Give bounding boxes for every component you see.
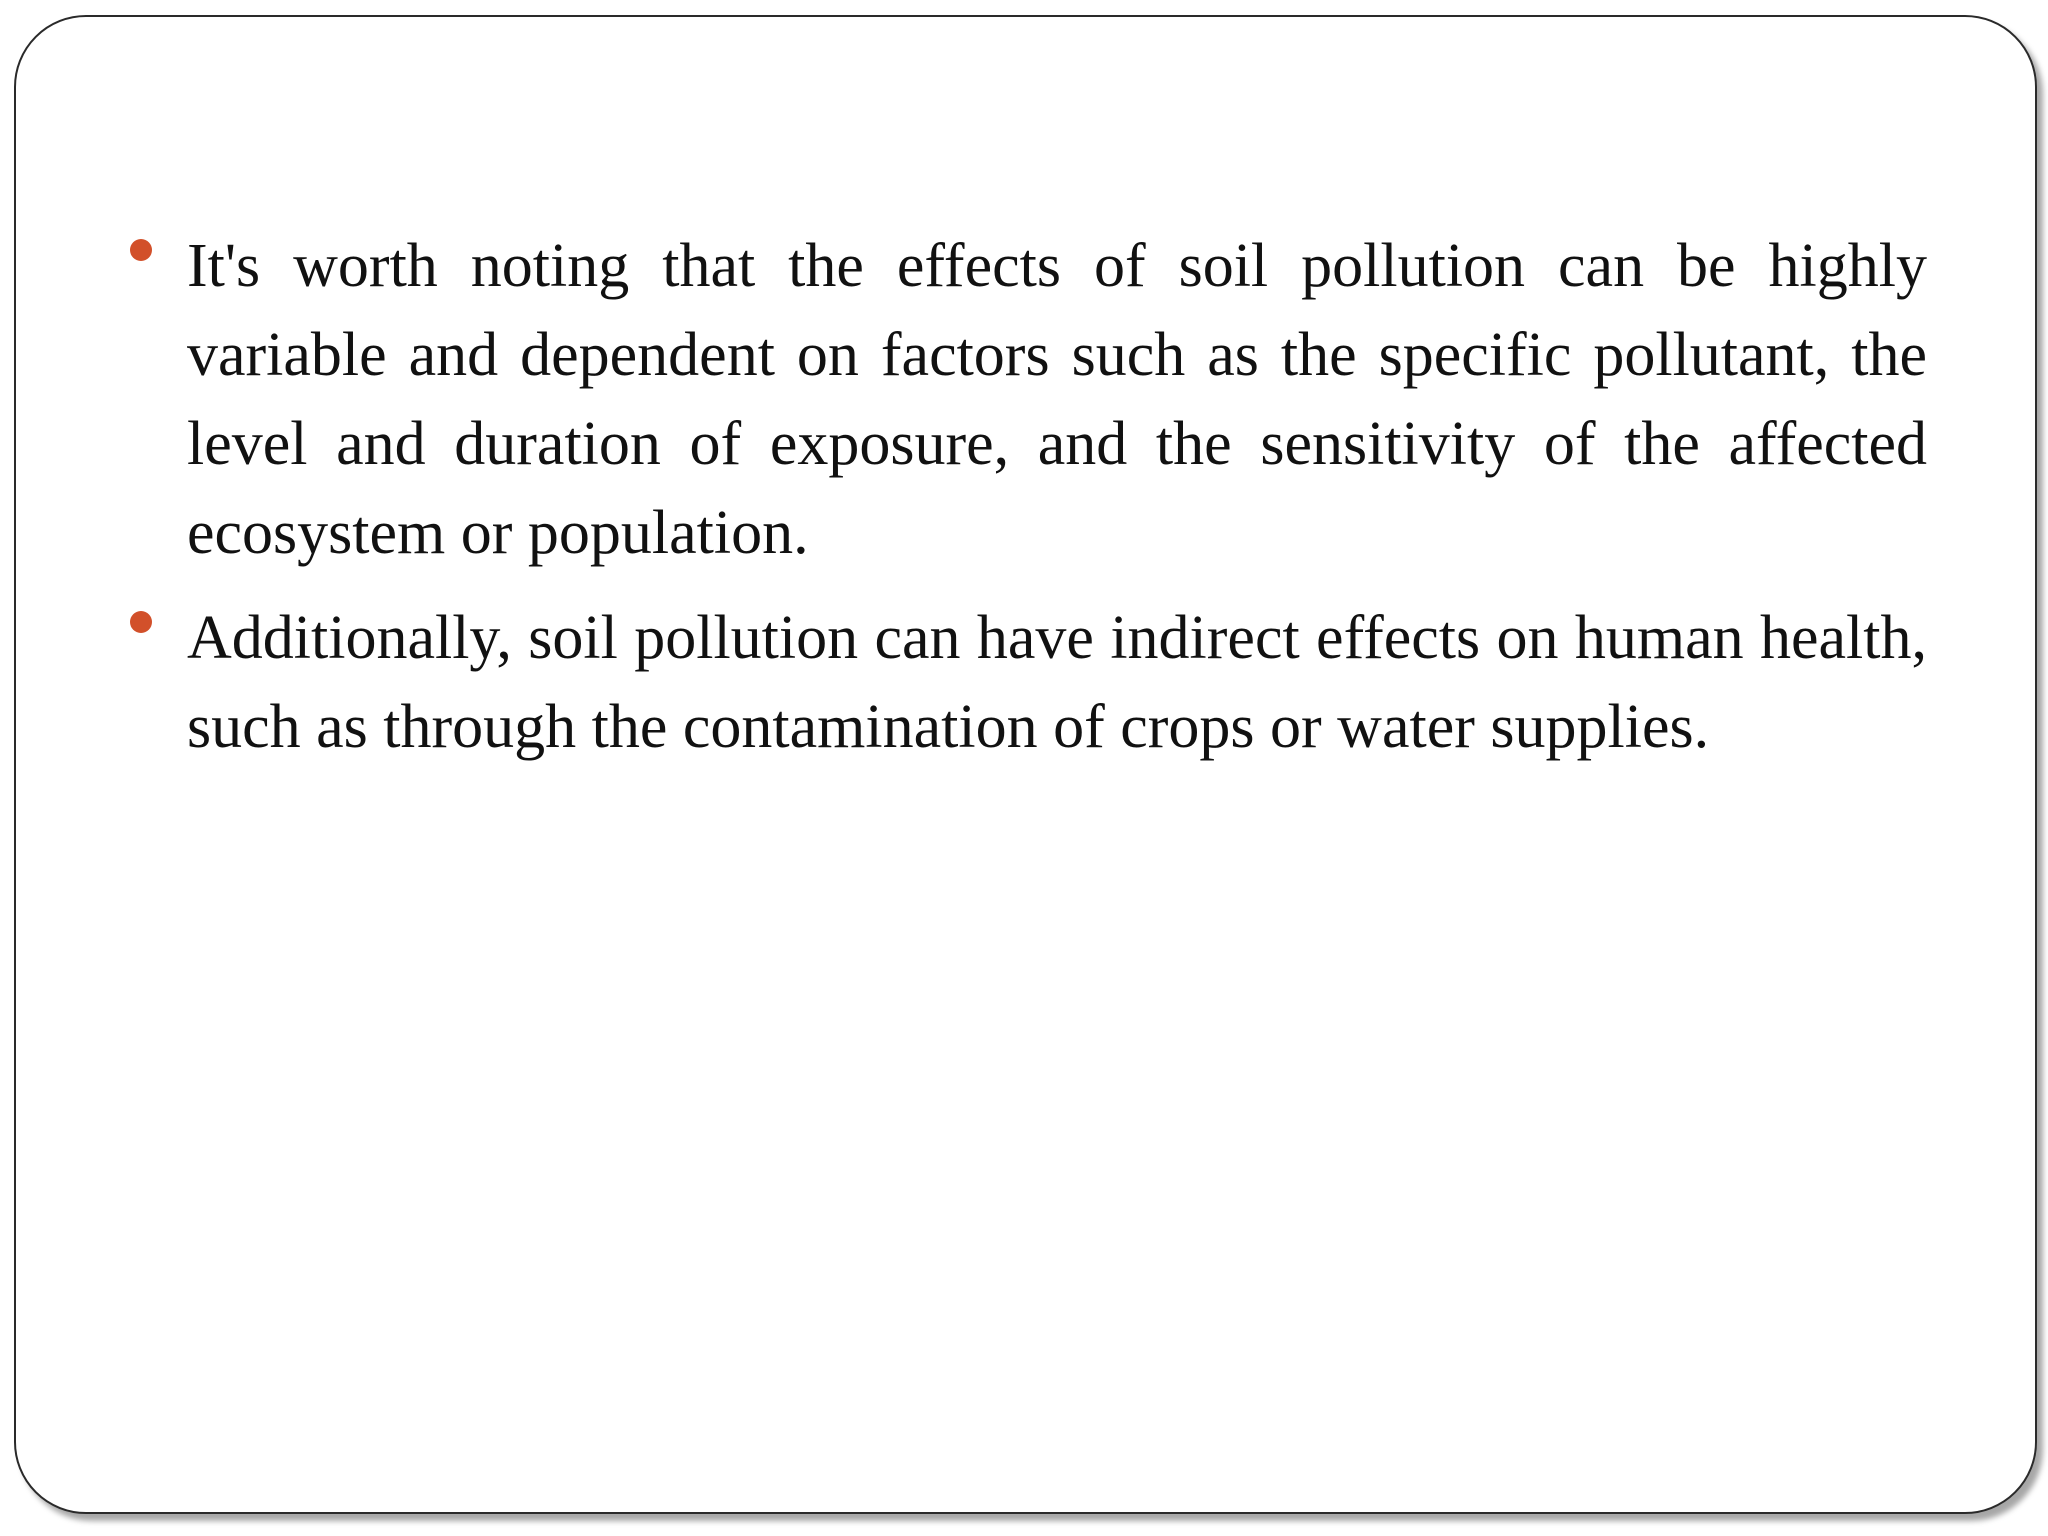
bullet-text: Additionally, soil pollution can have indirect effects on human health, such as through the contamination of crops or water supplies. <box>187 604 1927 761</box>
bullet-list <box>187 222 1927 788</box>
bullet-item <box>187 594 1927 772</box>
bullet-text: It's worth noting that the effects of soil pollution can be highly variable and dependent on factors such as the specific pollutant, the level and duration of exposure, and the sensitivity of the affected ecosystem or population. <box>187 232 1927 567</box>
bullet-item <box>187 222 1927 578</box>
bullet-dot-icon <box>130 239 152 261</box>
bullet-dot-icon <box>130 611 152 633</box>
